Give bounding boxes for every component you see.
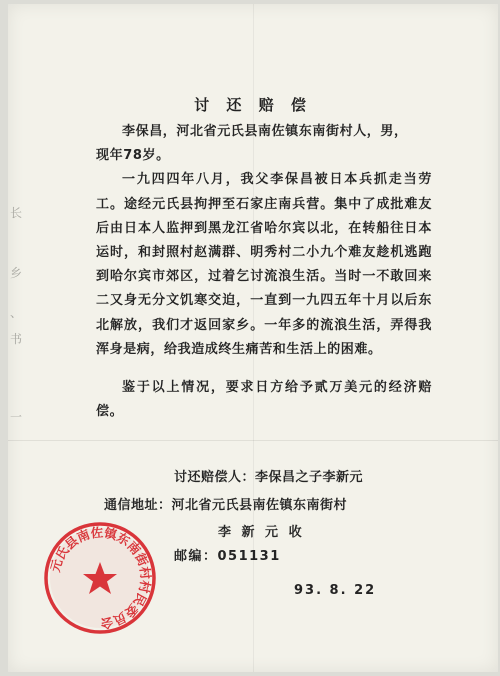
bleed-through-mark: 、: [10, 306, 23, 320]
narrative-paragraph: 一九四四年八月，我父李保昌被日本兵抓走当劳工。途经元氏县拘押至石家庄南兵营。集中了成批难友后由日本人监押到黑龙江省哈尔宾以北，在转船往日本运时，和封照村赵满群、明秀村二小九个难友趁机逃跑到哈尔宾市郊区，过着乞讨流浪生活。当时一不敢回来二又身无分文饥寒交迫，一直到一九四五年十月以后东北解放，我们才返回家乡。一年多的流浪生活，弄得我浑身是病，给我造成终生痛苦和生活上的困难。: [96, 172, 432, 357]
bleed-through-mark: 一: [10, 410, 23, 424]
date-line: 93. 8. 22: [294, 583, 377, 598]
seal-text: 元氏县南佐镇东南街村村民委员会: [47, 524, 154, 632]
bleed-through-mark: 长: [10, 206, 23, 220]
postcode-line: 邮编：051131: [174, 549, 281, 564]
bleed-through-mark: 书: [10, 332, 23, 346]
address-line: 通信地址：河北省元氏县南佐镇东南街村: [104, 498, 348, 513]
document-sheet: [8, 4, 498, 672]
official-seal: [42, 520, 158, 636]
document-body: [96, 120, 432, 424]
bleed-through-mark: 乡: [10, 266, 23, 280]
demand-paragraph: 鉴于以上情况，要求日方给予贰万美元的经济赔偿。: [96, 380, 432, 420]
intro-paragraph: 李保昌，河北省元氏县南佐镇东南街村人，男，: [122, 124, 408, 139]
claimant-line: 讨还赔偿人：李保昌之子李新元: [174, 470, 364, 485]
intro-paragraph-cont: 现年78岁。: [96, 148, 170, 164]
document-title: 讨 还 赔 偿: [194, 96, 312, 114]
recipient-line: 李 新 元 收: [218, 525, 305, 540]
